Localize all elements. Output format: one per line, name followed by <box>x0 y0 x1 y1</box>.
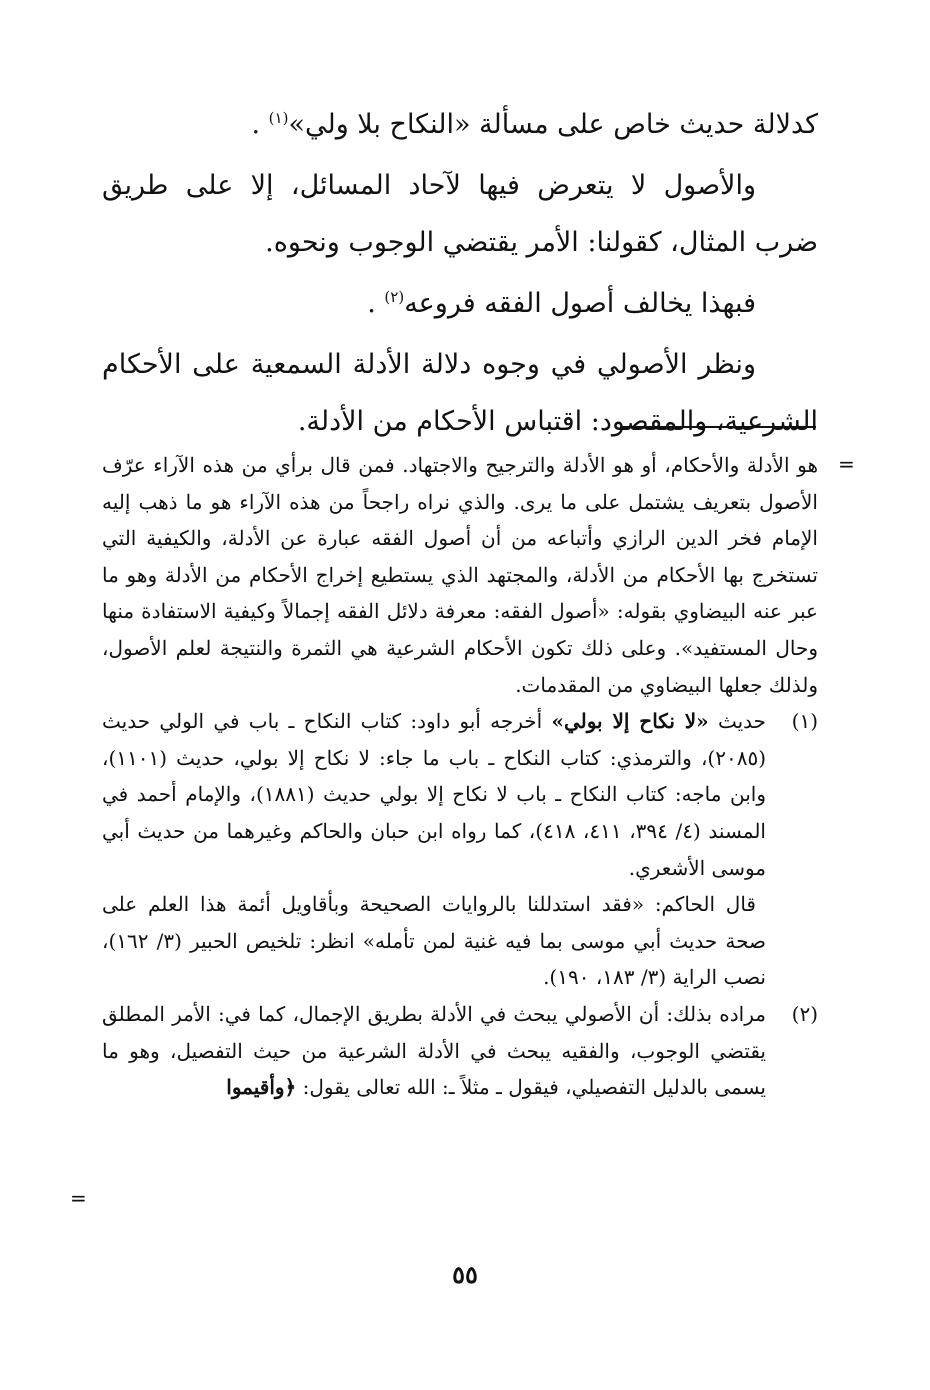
footnote-2-number: (٢) <box>791 1001 818 1026</box>
footnote-2-quran-quote: ﴿وأقيموا <box>226 1075 297 1100</box>
main-text <box>102 96 818 450</box>
page-number: ٥٥ <box>452 1260 478 1289</box>
footnote-1-hadith-title: «لا نكاح إلا بولي» <box>551 709 709 734</box>
main-paragraph-4: ونظر الأصولي في وجوه دلالة الأدلة السمعية على الأحكام الشرعية، والمقصود: اقتباس الأحكام من الأدلة. <box>102 349 818 437</box>
footnote-ref-2[interactable]: (٢) <box>384 288 405 306</box>
main-paragraph-3-text: فبهذا يخالف أصول الفقه فروعه <box>404 288 756 319</box>
main-line-1-end: . <box>251 109 261 140</box>
footnote-1-hadith-word: حديث <box>717 709 767 734</box>
footnote-2-text: مراده بذلك: أن الأصولي يبحث في الأدلة بطريق الإجمال، كما في: الأمر المطلق يقتضي الوجوب، والفقيه يبحث في الأدلة الشرعية من حيث التفصيل، وهو ما يسمى بالدليل التفصيلي، فيقول ـ مثلاً ـ: الله تعالى يقول: <box>102 1001 766 1100</box>
main-line-1 <box>102 96 818 153</box>
footnote-1-number: (١) <box>791 709 818 734</box>
main-paragraph-2: والأصول لا يتعرض فيها لآحاد المسائل، إلا على طريق ضرب المثال، كقولنا: الأمر يقتضي الوجوب ونحوه. <box>102 170 818 258</box>
continuation-marker-bottom: = <box>70 1186 87 1210</box>
footnote-1-paragraph-2: قال الحاكم: «فقد استدللنا بالروايات الصحيحة وبأقاويل أئمة هذا العلم على صحة حديث أبي موسى بما فيه غنية لمن تأمله» انظر: تلخيص الحبير (٣/ ١٦٢)، نصب الراية (٣/ ١٨٣، ١٩٠). <box>102 892 766 990</box>
footnote-ref-1[interactable]: (١) <box>268 109 289 127</box>
footnote-continued-text: هو الأدلة والأحكام، أو هو الأدلة والترجيح والاجتهاد. فمن قال برأي من هذه الآراء عرّف الأصول بتعريف يشتمل على ما يرى. والذي نراه راجحاً من هذه الآراء هو ما ذهب إليه الإمام فخر الدين الرازي وأتباعه من أن أصول الفقه عبارة عن الأدلة، والكيفية التي تستخرج بها الأحكام من الأدلة، والمجتهد الذي يستطيع إخراج الأحكام من الأدلة وهو ما عبر عنه البيضاوي بقوله: «أصول الفقه: معرفة دلائل الفقه إجمالاً وكيفية الاستفادة منها وحال المستفيد». وعلى ذلك تكون الأحكام الشرعية هي الثمرة والنتيجة لعلم الأصول، ولذلك جعلها البيضاوي من المقدمات. <box>102 453 818 697</box>
footnote-2 <box>102 996 818 1106</box>
footnote-2-body <box>102 996 766 1106</box>
footnote-1-body <box>102 703 766 996</box>
main-line-1-text: كدلالة حديث خاص على مسألة «النكاح بلا ولي» <box>288 109 818 140</box>
footnote-separator <box>620 426 816 428</box>
footnote-1-paragraph-1 <box>102 703 766 886</box>
main-paragraph-3 <box>102 275 818 332</box>
continuation-marker-top: = <box>838 452 855 476</box>
footnotes <box>102 447 818 1106</box>
main-paragraph-3-end: . <box>367 288 376 319</box>
footnote-1-sources: أخرجه أبو داود: كتاب النكاح ـ باب في الولي حديث (٢٠٨٥)، والترمذي: كتاب النكاح ـ باب ما جاء: لا نكاح إلا بولي، حديث (١١٠١)، وابن ماجه: كتاب النكاح ـ باب لا نكاح إلا بولي حديث (١٨٨١)، والإمام أحمد في المسند (٤/ ٣٩٤، ٤١١، ٤١٨)، كما رواه ابن حبان والحاكم وغيرهما من حديث أبي موسى الأشعري. <box>102 709 766 880</box>
footnote-2-paragraph <box>102 996 766 1106</box>
footnote-1 <box>102 703 818 996</box>
